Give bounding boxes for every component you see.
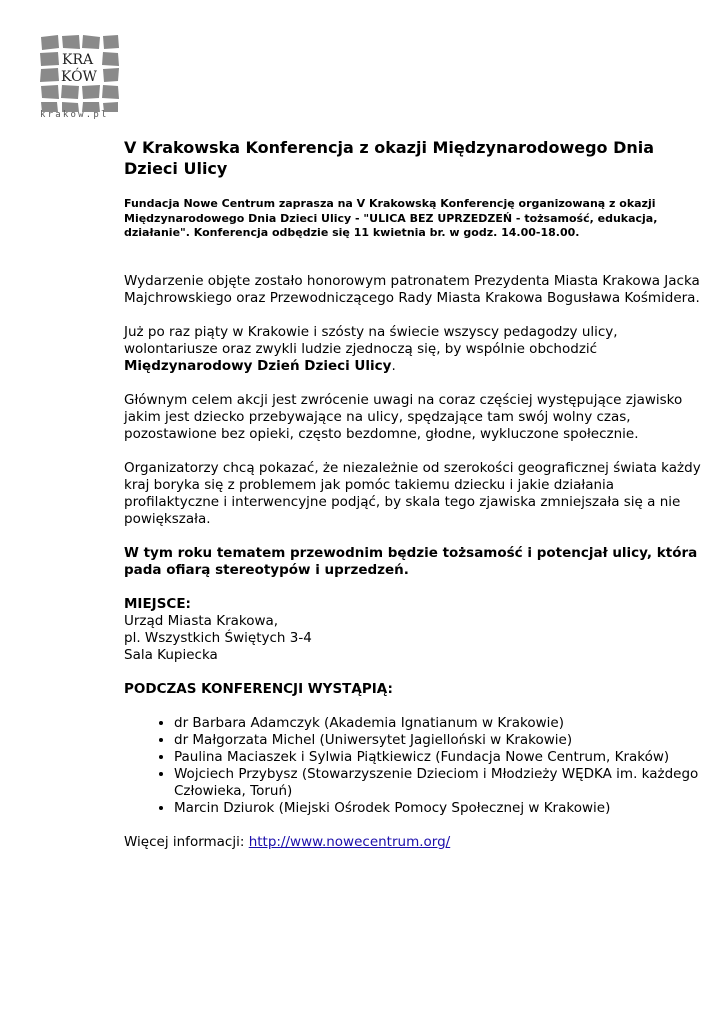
- speaker-item: • dr Małgorzata Michel (Uniwersytet Jagielloński w Krakowie): [174, 732, 704, 749]
- organizers-paragraph: Organizatorzy chcą pokazać, że niezależnie od szerokości geograficznej świata każdy kraj boryka się z problemem jak pomóc takiemu dziecku i jakie działania profilaktyczne i interwencyjne podjąć, by skala tego zjawiska zmniejszała się a nie powiększała.: [124, 459, 701, 527]
- place-line-3: Sala Kupiecka: [124, 646, 218, 663]
- speakers-list: [124, 715, 704, 817]
- logo-word-line1: KRA: [62, 52, 94, 68]
- place-section: [124, 596, 704, 664]
- celebration-text: Już po raz piąty w Krakowie i szósty na świecie wszyscy pedagodzy ulicy, wolontariusze oraz zwykli ludzie zjednoczą się, by wspólnie obchodzić: [124, 323, 618, 357]
- page-title: V Krakowska Konferencja z okazji Międzynarodowego Dnia Dzieci Ulicy: [124, 138, 655, 178]
- logo-word-line2: KÓW: [61, 69, 97, 85]
- theme-paragraph: W tym roku tematem przewodnim będzie tożsamość i potencjał ulicy, która pada ofiarą stereotypów i uprzedzeń.: [124, 544, 698, 578]
- place-line-2: pl. Wszystkich Świętych 3-4: [124, 629, 312, 646]
- more-info: [124, 834, 704, 851]
- goal-paragraph: Głównym celem akcji jest zwrócenie uwagi na coraz częściej występujące zjawisko jakim jest dziecko przebywające na ulicy, spędzające tam swój wolny czas, pozostawione bez opieki, często bezdomne, głodne, wykluczone społecznie.: [124, 391, 683, 442]
- logo-caption: krakow.pl: [40, 110, 109, 120]
- krakow-logo-mark: [38, 33, 122, 113]
- place-heading: MIEJSCE:: [124, 595, 191, 612]
- celebration-day-name: Międzynarodowy Dzień Dzieci Ulicy: [124, 357, 392, 374]
- speaker-item: • dr Barbara Adamczyk (Akademia Ignatianum w Krakowie): [174, 715, 704, 732]
- patronage-paragraph: Wydarzenie objęte zostało honorowym patronatem Prezydenta Miasta Krakowa Jacka Majchrowskiego oraz Przewodniczącego Rady Miasta Krakowa Bogusława Kośmidera.: [124, 272, 700, 306]
- more-info-label: Więcej informacji:: [124, 833, 249, 850]
- speaker-item: • Marcin Dziurok (Miejski Ośrodek Pomocy Społecznej w Krakowie): [174, 800, 704, 817]
- intro-paragraph: Fundacja Nowe Centrum zaprasza na V Krakowską Konferencję organizowaną z okazji Międzynarodowego Dnia Dzieci Ulicy - "ULICA BEZ UPRZEDZEŃ - tożsamość, edukacja, działanie". Konferencja odbędzie się 11 kwietnia br. w godz. 14.00-18.00.: [124, 197, 658, 239]
- place-line-1: Urząd Miasta Krakowa,: [124, 612, 279, 629]
- celebration-paragraph: [124, 324, 704, 375]
- celebration-end: .: [391, 357, 396, 374]
- speaker-item: • Paulina Maciaszek i Sylwia Piątkiewicz (Fundacja Nowe Centrum, Kraków): [174, 749, 704, 766]
- speaker-item: • Wojciech Przybysz (Stowarzyszenie Dzieciom i Młodzieży WĘDKA im. każdego Człowieka, Toruń): [174, 766, 704, 800]
- speakers-heading: PODCZAS KONFERENCJI WYSTĄPIĄ:: [124, 680, 393, 697]
- article: [124, 137, 704, 851]
- more-info-link[interactable]: http://www.nowecentrum.org/: [248, 833, 451, 850]
